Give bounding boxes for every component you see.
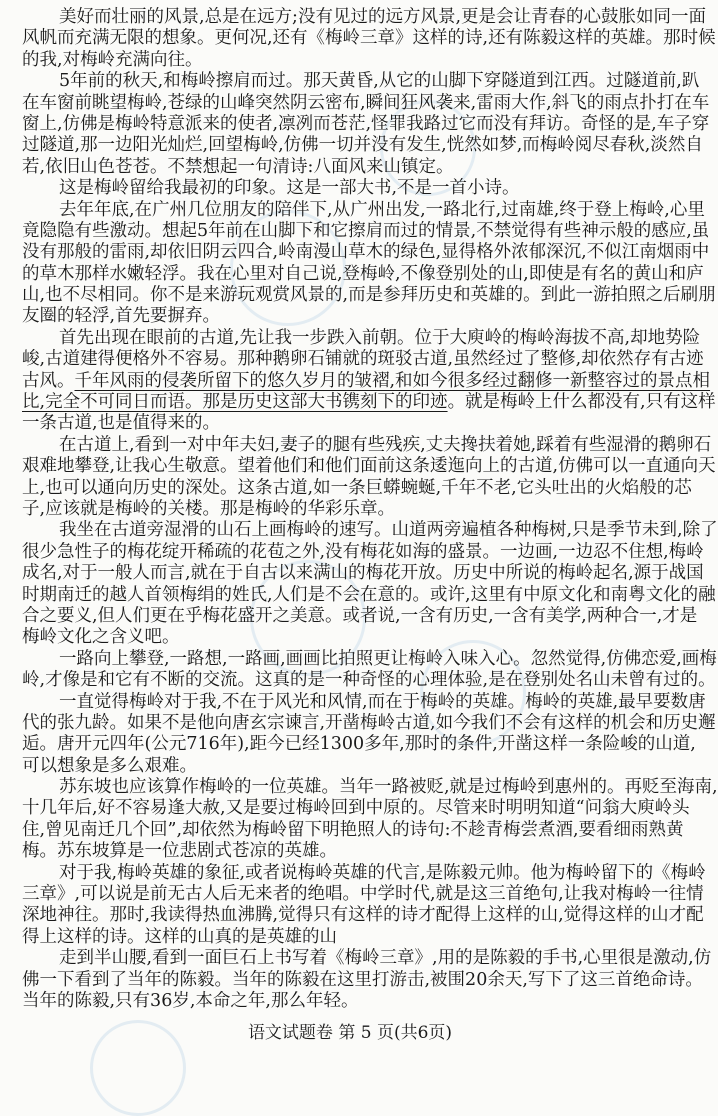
text-line: 时期南迁的越人首领梅绢的姓氏,人们是不会在意的。或许,这里有中原文化和南粤文化的融 — [22, 584, 716, 605]
text-line: 很少急性子的梅花绽开稀疏的花苞之外,没有梅花如海的盛景。一边画,一边忍不住想,梅岭 — [22, 541, 704, 562]
text-line: 三章》,可以说是前无古人后无来者的绝唱。中学时代,就是这三首绝句,让我对梅岭一往情 — [22, 884, 704, 905]
text-line: 没有那般的雷雨,却依旧阴云四合,岭南漫山草木的绿色,显得格外浓郁深沉,不似江南烟雨中 — [22, 242, 710, 263]
text-line: 代的张九龄。如果不是他向唐玄宗谏言,开凿梅岭古道,如今我们不会有这样的机会和历史邂 — [22, 712, 716, 733]
text-line: 美好而壮丽的风景,总是在远方;没有见过的远方风景,更是会让青春的心鼓胀如同一面 — [59, 7, 707, 27]
paragraph — [22, 199, 716, 328]
text-line: 梅。苏东坡算是一位悲剧式苍凉的英雄。 — [22, 841, 337, 862]
text-line: 深地神往。那时,我读得热血沸腾,觉得只有这样的诗才配得上这样的山,觉得这样的山才配 — [22, 905, 704, 926]
text-line: 窗上,仿佛是梅岭特意派来的使者,凛冽而苍茫,怪罪我路过它而没有拜访。奇怪的是,车子穿 — [22, 113, 710, 134]
paragraph — [22, 71, 710, 178]
text-line: 风帆而充满无限的想象。更何况,还有《梅岭三章》这样的诗,还有陈毅这样的英雄。那时候 — [22, 28, 716, 49]
text-line — [22, 370, 711, 392]
text-segment: 古风。 — [22, 370, 75, 391]
text-line: 得上这样的诗。这样的山真的是英雄的山 — [22, 926, 337, 947]
text-line: 艰难地攀登,让我心生敬意。望着他们和他们面前这条逶迤向上的古道,仿佛可以一直通向天 — [22, 456, 716, 477]
text-line: 可以想象是多么艰难。 — [22, 755, 197, 776]
text-line: 首先出现在眼前的古道,先让我一步跌入前朝。位于大庾岭的梅岭海拔不高,却地势险 — [59, 327, 701, 348]
text-line: 一路向上攀登,一路想,一路画,画画比拍照更让梅岭入味入心。忽然觉得,仿佛恋爱,画梅 — [59, 648, 717, 669]
paragraph — [22, 691, 716, 778]
text-line: 若,依旧山色苍苍。不禁想起一句清诗:八面风来山镇定。 — [22, 156, 454, 177]
paragraph — [22, 434, 716, 521]
underlined-text: 千年风雨的侵袭所留下的悠久岁月的皱褶,和如今很多经过翻修一新整容过的景点相 — [74, 370, 711, 391]
text-line — [22, 392, 716, 413]
paragraph — [22, 862, 706, 949]
text-line: 过隧道,那一边阳光灿烂,回望梅岭,仿佛一切并没有发生,恍然如梦,而梅岭阅尽春秋,淡然自 — [22, 135, 703, 156]
paragraph — [22, 327, 716, 435]
text-line: 子,应该就是梅岭的关楼。那是梅岭的华彩乐章。 — [22, 498, 396, 519]
underlined-text: 比,完全不可同日而语。那是历史这部大书镌刻下的印迹 — [22, 392, 448, 413]
text-line: 山,也不尽相同。你不是来游玩观赏风景的,而是参拜历史和英雄的。到此一游拍照之后刷朋 — [22, 285, 716, 306]
text-line: 逅。唐开元四年(公元716年),距今已经1300多年,那时的条件,开凿这样一条险峻的山道, — [22, 734, 696, 755]
text-line: 5年前的秋天,和梅岭擦肩而过。那天黄昏,从它的山脚下穿隧道到江西。过隧道前,趴 — [59, 71, 700, 92]
text-line: 的我,对梅岭充满向往。 — [22, 49, 203, 70]
text-line: 的草木那样水嫩轻浮。我在心里对自己说,登梅岭,不像登别处的山,即使是有名的黄山和庐 — [22, 263, 704, 284]
text-line: 友圈的轻浮,首先要摒弃。 — [22, 306, 221, 327]
text-line: 梅岭文化之含义吧。 — [22, 627, 180, 648]
text-segment: 。就是梅岭上什么都没有,只有这样 — [447, 392, 716, 413]
page-footer: 语文试题卷 第 5 页(共6页) — [247, 1023, 453, 1043]
paragraph — [22, 7, 716, 71]
text-line: 合之要义,但人们更在乎梅花盛开之美意。或者说,一含有历史,一含有美学,两种合一,才是 — [22, 605, 698, 626]
text-line: 在古道上,看到一对中年夫妇,妻子的腿有些残疾,丈夫搀扶着她,踩着有些湿滑的鹅卵石 — [59, 434, 712, 455]
text-line: 在车窗前眺望梅岭,苍绿的山峰突然阴云密布,瞬间狂风袭来,雷雨大作,斜飞的雨点扑打在车 — [22, 92, 710, 113]
paragraph — [22, 648, 717, 692]
text-line: 十几年后,好不容易逢大赦,又是要过梅岭回到中原的。尽管来时明明知道“问翁大庾岭头 — [22, 798, 690, 819]
text-line: 苏东坡也应该算作梅岭的一位英雄。当年一路被贬,就是过梅岭到惠州的。再贬至海南, — [59, 777, 718, 798]
text-line: 一条古道,也是值得来的。 — [22, 413, 221, 434]
text-line: 住,曾见南迁几个回”,却依然为梅岭留下明艳照人的诗句:不趁青梅尝煮酒,要看细雨熟黄 — [22, 819, 684, 840]
text-line: 我坐在古道旁湿滑的山石上画梅岭的速写。山道两旁遍植各种梅树,只是季节未到,除了 — [59, 520, 718, 541]
paragraph — [22, 777, 718, 863]
text-line: 当年的陈毅,只有36岁,本命之年,那么年轻。 — [22, 990, 359, 1011]
text-line: 上,也可以通向历史的深处。这条古道,如一条巨蟒蜿蜒,千年不老,它头吐出的火焰般的芯 — [22, 477, 692, 498]
text-line: 走到半山腰,看到一面巨石上书写着《梅岭三章》,用的是陈毅的手书,心里很是激动,仿 — [59, 948, 712, 969]
text-line: 峻,古道建得便格外不容易。那种鹅卵石铺就的斑驳古道,虽然经过了整修,却依然存有古迹 — [22, 349, 704, 370]
paragraph — [22, 178, 680, 199]
paragraph — [22, 948, 712, 1012]
text-line: 成名,对于一般人而言,就在于自古以来满山的梅花开放。历史中所说的梅岭起名,源于战国 — [22, 563, 704, 584]
text-line: 竟隐隐有些激动。想起5年前在山脚下和它擦肩而过的情景,不禁觉得有些神示般的感应,虽 — [22, 220, 710, 241]
text-line: 一直觉得梅岭对于我,不在于风光和风情,而在于梅岭的英雄。梅岭的英雄,最早要数唐 — [59, 691, 706, 712]
text-line: 岭,才像是和它有不断的交流。这真的是一种奇怪的心理体验,是在登别处名山未曾有过的。 — [22, 670, 716, 691]
text-line: 去年年底,在广州几位朋友的陪伴下,从广州出发,一路北行,过南雄,终于登上梅岭,心里 — [59, 199, 705, 220]
text-line: 佛一下看到了当年的陈毅。当年的陈毅在这里打游击,被围20余天,写下了这三首绝命诗。 — [22, 969, 703, 990]
paragraph — [22, 520, 718, 648]
text-line: 这是梅岭留给我最初的印象。这是一部大书,不是一首小诗。 — [59, 178, 520, 199]
article-body — [22, 7, 718, 1012]
text-line: 对于我,梅岭英雄的象征,或者说梅岭英雄的代言,是陈毅元帅。他为梅岭留下的《梅岭 — [59, 862, 706, 883]
